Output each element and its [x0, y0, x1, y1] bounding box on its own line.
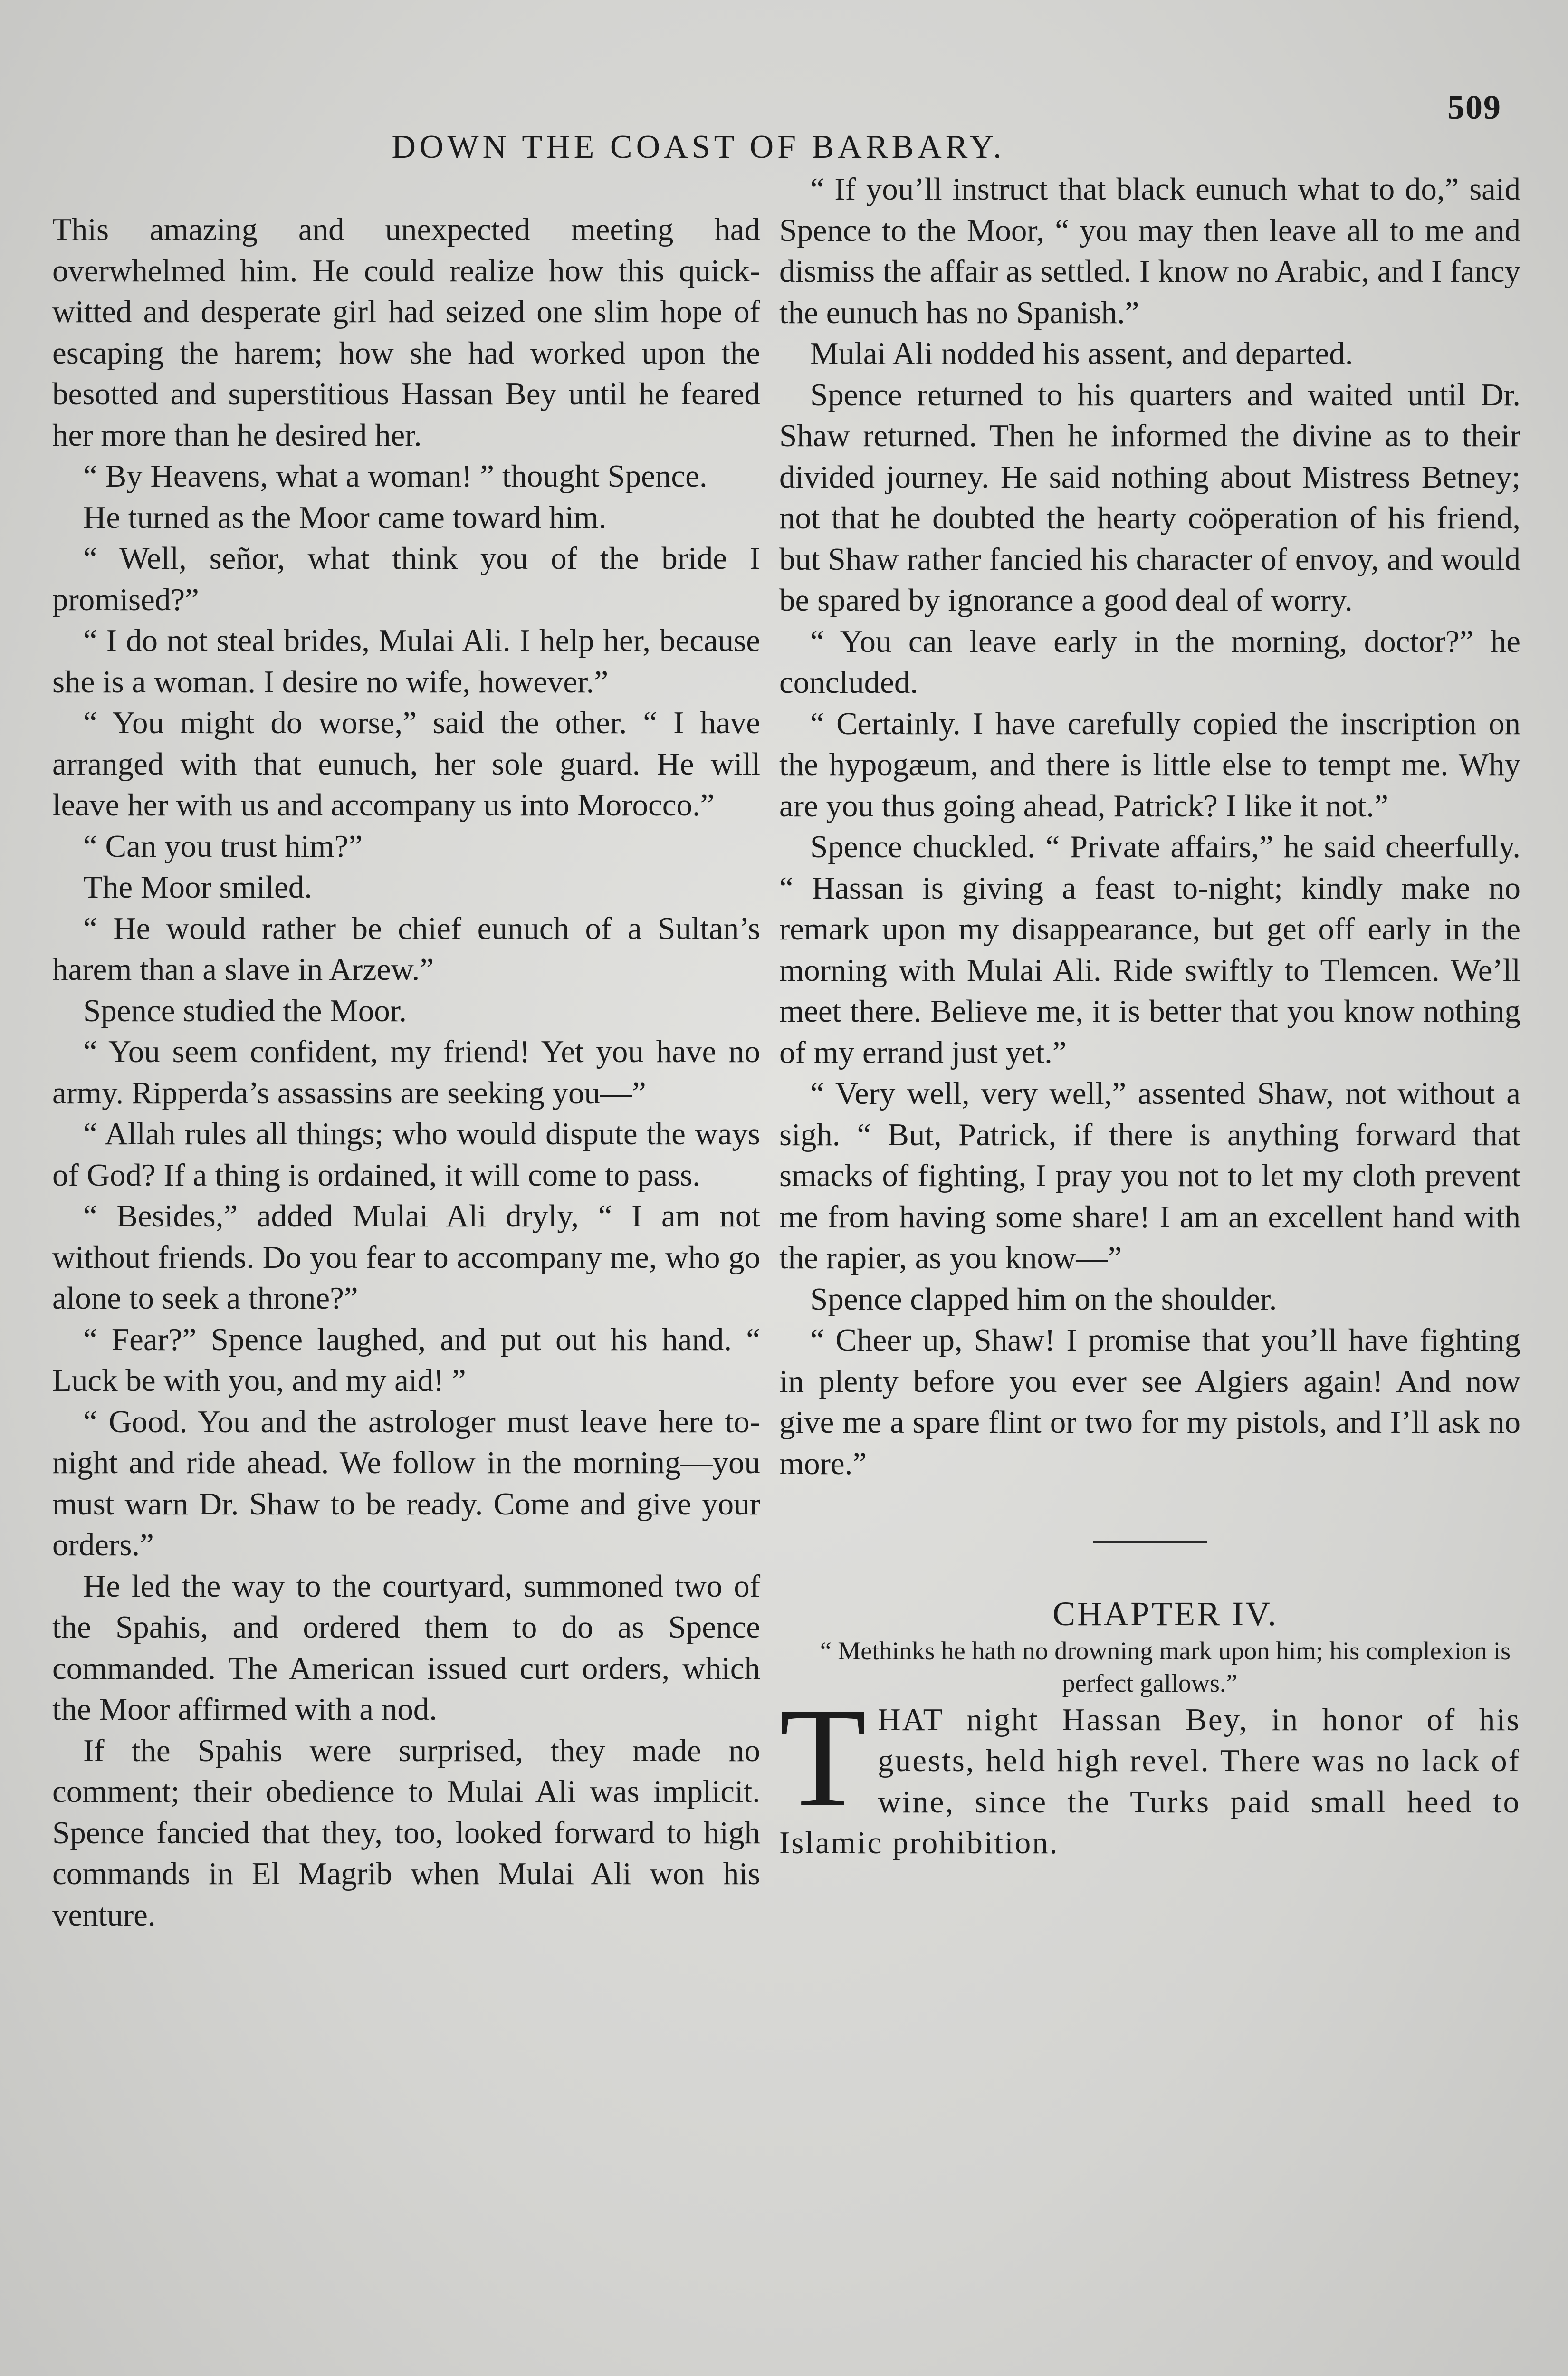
paragraph: “ He would rather be chief eunuch of a Sultan’s harem than a slave in Arzew.”	[52, 910, 760, 987]
paragraph: “ You seem confident, my friend! Yet you have no army. Ripperda’s assassins are seeking you—”	[52, 1034, 760, 1111]
drop-cap: T	[779, 1678, 867, 1836]
paragraph: “ Very well, very well,” assented Shaw, not without a sigh. “ But, Patrick, if there is anything forward that smacks of fighting, I pray you not to let my cloth prevent me from having some share! I am an excellent hand with the rapier, as you know—”	[779, 1076, 1520, 1275]
paragraph: If the Spahis were surprised, they made no comment; their obedience to Mulai Ali was implicit. Spence fancied that they, too, looked forward to high commands in El Magrib when Mulai Ali won his venture.	[52, 1733, 760, 1933]
paragraph: “ By Heavens, what a woman! ” thought Spence.	[83, 459, 708, 494]
paragraph: Spence returned to his quarters and waited until Dr. Shaw returned. Then he informed the divine as to their divided journey. He said nothing about Mistress Betney; not that he doubted the hearty coöperation of his friend, but Shaw rather fancied his character of envoy, and would be spared by ignorance a good deal of worry.	[779, 377, 1520, 618]
paragraph: “ Allah rules all things; who would dispute the ways of God? If a thing is ordained, it will come to pass.	[52, 1116, 760, 1193]
paragraph: “ Good. You and the astrologer must leave here to-night and ride ahead. We follow in the morning—you must warn Dr. Shaw to be ready. Come and give your orders.”	[52, 1404, 760, 1562]
page-number: 509	[1447, 88, 1501, 126]
paragraph: Mulai Ali nodded his assent, and departed.	[810, 336, 1353, 371]
paragraph: “ Certainly. I have carefully copied the inscription on the hypogæum, and there is little else to tempt me. Why are you thus going ahead, Patrick? I like it not.”	[779, 706, 1520, 824]
chapter-opening-text: HAT night Hassan Bey, in honor of his guests, held high revel. There was no lack of wine, since the Turks paid small heed to Islamic prohibition.	[779, 1702, 1520, 1860]
paragraph: “ I do not steal brides, Mulai Ali. I help her, because she is a woman. I desire no wife, however.”	[52, 623, 760, 699]
paragraph: “ Well, señor, what think you of the bride I promised?”	[52, 541, 760, 617]
paragraph: Spence studied the Moor.	[83, 993, 407, 1028]
running-title	[0, 128, 1568, 166]
section-divider	[1093, 1541, 1207, 1543]
running-title-text: DOWN THE COAST OF BARBARY.	[392, 129, 1005, 165]
paragraph: Spence clapped him on the shoulder.	[810, 1281, 1277, 1317]
paragraph: “ Besides,” added Mulai Ali dryly, “ I am not without friends. Do you fear to accompany me, who go alone to seek a throne?”	[52, 1198, 760, 1316]
right-column	[779, 169, 1520, 1864]
paragraph: “ If you’ll instruct that black eunuch what to do,” said Spence to the Moor, “ you may then leave all to me and dismiss the affair as settled. I know no Arabic, and I fancy the eunuch has no Spanish.”	[779, 172, 1520, 330]
paragraph: This amazing and unexpected meeting had overwhelmed him. He could realize how this quick-witted and desperate girl had seized one slim hope of escaping the harem; how she had worked upon the besotted and superstitious Hassan Bey until he feared her more than he desired her.	[52, 212, 760, 453]
paragraph: “ Can you trust him?”	[83, 828, 363, 864]
paragraph: “ Cheer up, Shaw! I promise that you’ll have fighting in plenty before you ever see Algiers again! And now give me a spare flint or two for my pistols, and I’ll ask no more.”	[779, 1322, 1520, 1481]
paragraph: He led the way to the courtyard, summoned two of the Spahis, and ordered them to do as Spence commanded. The American issued curt orders, which the Moor affirmed with a nod.	[52, 1568, 760, 1727]
paragraph: “ You can leave early in the morning, doctor?” he concluded.	[779, 623, 1520, 700]
chapter-epigraph: “ Methinks he hath no drowning mark upon him; his complexion is perfect gallows.”	[820, 1636, 1511, 1697]
chapter-opening-paragraph	[779, 1678, 1520, 1864]
paragraph: “ You might do worse,” said the other. “ I have arranged with that eunuch, her sole guard. He will leave her with us and accompany us into Morocco.”	[52, 705, 760, 823]
paragraph: Spence chuckled. “ Private affairs,” he said cheerfully. “ Hassan is giving a feast to-night; kindly make no remark upon my disappearance, but get off early in the morning with Mulai Ali. Ride swiftly to Tlemcen. We’ll meet there. Believe me, it is better that you know nothing of my errand just yet.”	[779, 829, 1520, 1070]
paragraph: “ Fear?” Spence laughed, and put out his hand. “ Luck be with you, and my aid! ”	[52, 1322, 760, 1398]
chapter-title: CHAPTER IV.	[1052, 1595, 1278, 1633]
paragraph: He turned as the Moor came toward him.	[83, 499, 607, 535]
left-column	[52, 209, 760, 1935]
paragraph: The Moor smiled.	[83, 870, 312, 905]
